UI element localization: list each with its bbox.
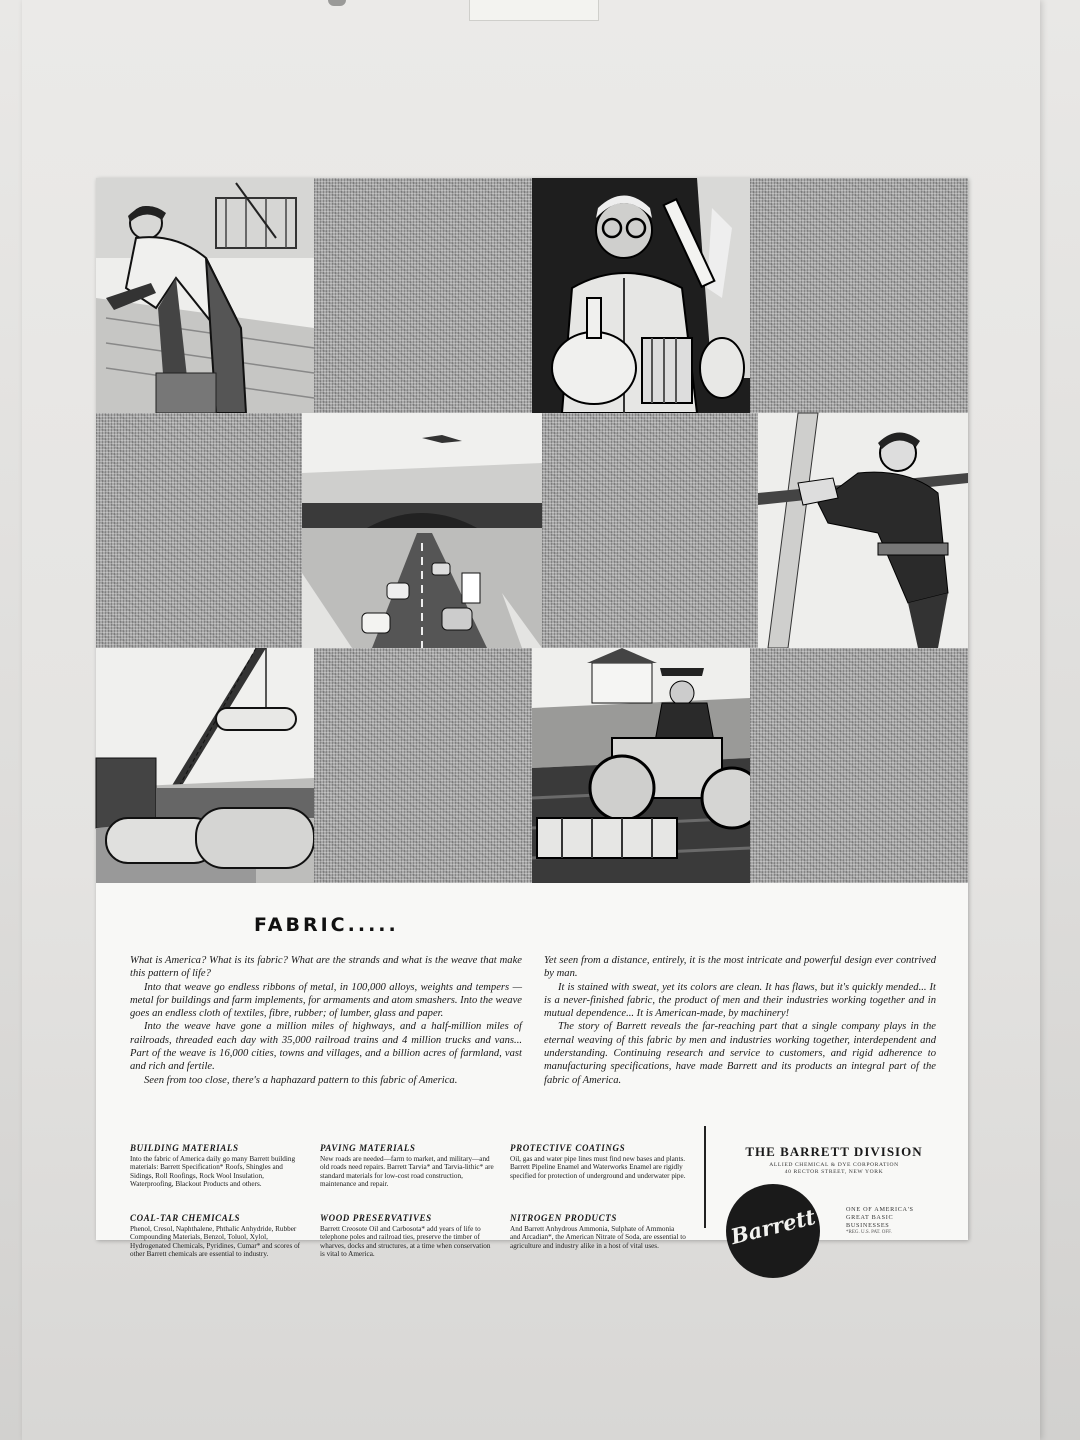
product-block-chemicals bbox=[130, 1214, 306, 1259]
fabric-swatch bbox=[314, 178, 532, 413]
product-heading: WOOD PRESERVATIVES bbox=[320, 1213, 432, 1223]
product-heading: NITROGEN PRODUCTS bbox=[510, 1213, 617, 1223]
company-subtitle bbox=[724, 1162, 944, 1176]
product-text: Barrett Creosote Oil and Carbosota* add years of life to telephone poles and railroad ties, preserve the timber of wharves, docks and structures, at a time when conservation is vital to America. bbox=[320, 1224, 491, 1259]
fabric-swatch bbox=[750, 648, 968, 883]
body-paragraph: Seen from too close, there's a haphazard pattern to this fabric of America. bbox=[144, 1074, 458, 1086]
fabric-swatch bbox=[96, 413, 314, 648]
body-paragraph: Into that weave go endless ribbons of metal, in 100,000 alloys, weights and tempers — metal for buildings and farm implements, for armaments and atom smashers. Into the weave goes an endless cloth of textiles, fibre, rubber; of lumber, glass and paper. bbox=[130, 981, 522, 1020]
product-heading: PAVING MATERIALS bbox=[320, 1143, 416, 1153]
trademark-note: *REG. U.S. PAT. OFF. bbox=[846, 1230, 892, 1235]
product-text: New roads are needed—farm to market, and military—and old roads need repairs. Barrett Tarvia* and Tarvia-lithic* are standard materials for low-cost road construction, maintenance and repair. bbox=[320, 1154, 494, 1189]
barrett-logo bbox=[726, 1184, 820, 1278]
body-paragraph: Yet seen from a distance, entirely, it is the most intricate and powerful design ever contrived by man. bbox=[544, 955, 936, 980]
illustration-pipeline-crane bbox=[96, 648, 314, 883]
illustration-lineman bbox=[758, 413, 968, 648]
page-heading: FABRIC..... bbox=[254, 914, 399, 936]
body-paragraph: The story of Barrett reveals the far-reaching part that a single company plays in the eternal weaving of this fabric by men and industries working together, interdependent and understanding. Continuing research and service to customers, and rigid adherence to manufacturing specifications, have made Barrett and its products an integral part of the fabric of America. bbox=[544, 1021, 936, 1086]
body-paragraph: What is America? What is its fabric? What are the strands and what is the weave that make this pattern of life? bbox=[130, 955, 522, 980]
illustration-chemist bbox=[532, 178, 750, 413]
company-address: 40 RECTOR STREET, NEW YORK bbox=[784, 1169, 884, 1175]
body-column-right bbox=[544, 954, 936, 1087]
fabric-swatch bbox=[542, 413, 762, 648]
illustration-roofer bbox=[96, 178, 314, 413]
product-heading: COAL-TAR CHEMICALS bbox=[130, 1213, 241, 1223]
product-block-wood bbox=[320, 1214, 496, 1259]
divider bbox=[704, 1126, 706, 1228]
product-text: Phenol, Cresol, Naphthalene, Phthalic Anhydride, Rubber Compounding Materials, Benzol, Toluol, Xylol, Hydrogenated Chemicals, Pyridines, Cumar* and scores of other Barrett chemicals are essential to industry. bbox=[130, 1224, 301, 1259]
illustration-farmer-tractor bbox=[532, 648, 750, 883]
product-heading: BUILDING MATERIALS bbox=[130, 1143, 239, 1153]
body-paragraph: It is stained with sweat, yet its colors are clean. It has flaws, but it's quickly mended... It is a never-finished fabric, the product of men and their industries working together and in mutual dependence... It is American-made, by machinery! bbox=[544, 981, 936, 1020]
body-column-left bbox=[130, 954, 522, 1087]
product-text: Oil, gas and water pipe lines must find new bases and plants. Barrett Pipeline Enamel and Waterworks Enamel are rigidly specified for protection of underground and underwater pipe. bbox=[510, 1154, 686, 1180]
company-title: THE BARRETT DIVISION bbox=[745, 1144, 923, 1159]
magazine-page bbox=[96, 178, 968, 1259]
logo-text: Barrett bbox=[728, 1203, 818, 1250]
product-block-nitrogen bbox=[510, 1214, 686, 1250]
product-text: Into the fabric of America daily go many Barrett building materials: Barrett Specification* Roofs, Shingles and Sidings, Roll Roofings, Rock Wool Insulation, Waterproofing, Blackout Products and others. bbox=[130, 1154, 296, 1189]
corporation-name: ALLIED CHEMICAL & DYE CORPORATION bbox=[769, 1162, 899, 1168]
fabric-swatch bbox=[314, 648, 532, 883]
product-text: And Barrett Anhydrous Ammonia, Sulphate of Ammonia and Arcadian*, the American Nitrate of Soda, are essential to agriculture and industry alike in a host of vital uses. bbox=[510, 1224, 686, 1250]
fabric-swatch bbox=[750, 178, 968, 413]
illustration-highway bbox=[302, 413, 542, 648]
body-paragraph: Into the weave have gone a million miles of highways, and a half-million miles of railroads, threaded each day with 35,000 railroad trains and 4 million trucks and vans... Part of the weave is 16,000 cities, towns and villages, and a billion acres of farmland, vast and rich and fertile. bbox=[130, 1021, 522, 1073]
product-block-paving bbox=[320, 1144, 496, 1189]
product-block-coatings bbox=[510, 1144, 686, 1180]
product-heading: PROTECTIVE COATINGS bbox=[510, 1143, 626, 1153]
illustration-grid bbox=[96, 178, 968, 884]
tape-strip bbox=[469, 0, 599, 21]
company-slogan: ONE OF AMERICA'S GREAT BASIC BUSINESSES bbox=[846, 1206, 914, 1230]
product-block-building bbox=[130, 1144, 306, 1189]
pin-mark bbox=[328, 0, 346, 6]
